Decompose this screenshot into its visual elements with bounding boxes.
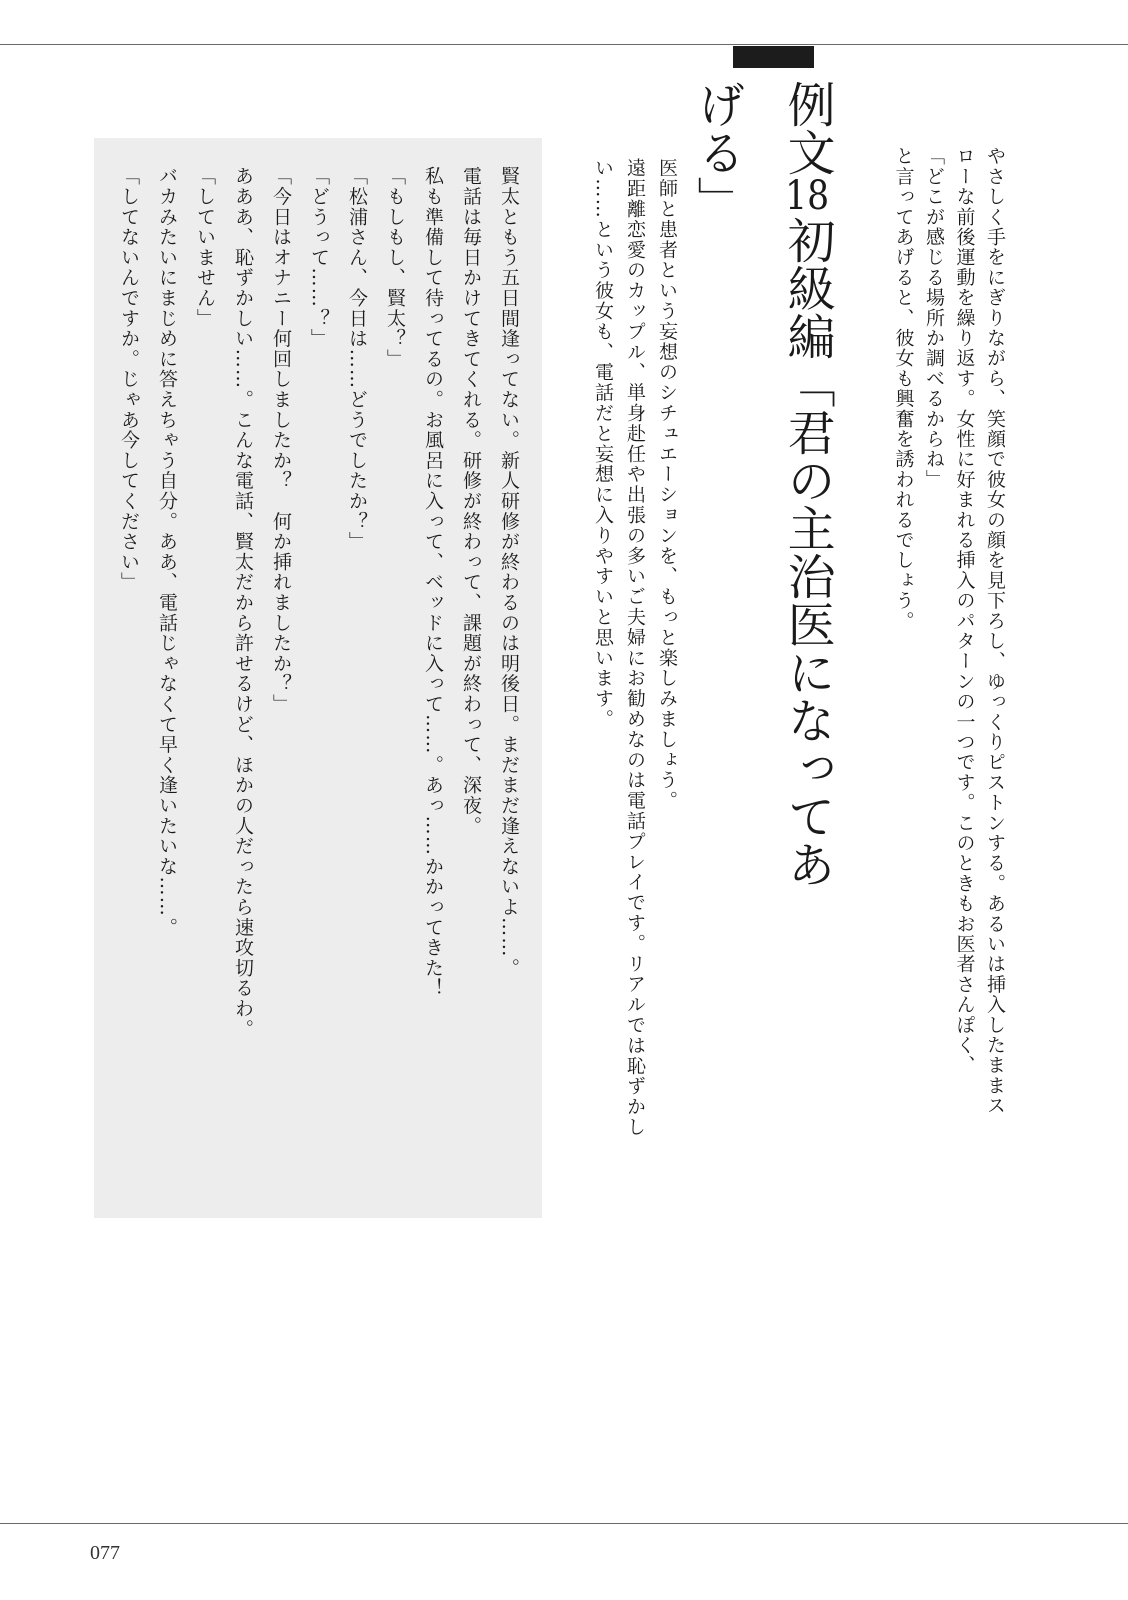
intro-line: 「どこが感じる場所か調べるからね」	[923, 146, 945, 490]
example-line: 「していません」	[194, 166, 216, 329]
intro-paragraph	[875, 146, 1010, 1246]
example-line: 私も準備して待ってるの。お風呂に入って、ベッドに入って……。あっ……かかってきた！	[422, 166, 444, 999]
example-line: 電話は毎日かけてきてくれる。研修が終わって、課題が終わって、深夜。	[460, 166, 482, 836]
body-line: い……という彼女も、電話だと妄想に入りやすいと思います。	[592, 158, 614, 730]
example-line: 「どうって……？」	[308, 166, 330, 349]
example-line: 「もしもし、賢太？」	[384, 166, 406, 369]
example-line: バカみたいにまじめに答えちゃう自分。ああ、電話じゃなくて早く逢いたいな……。	[156, 166, 178, 938]
title-prefix: 例文	[779, 80, 836, 176]
section-marker-bar	[733, 46, 814, 68]
example-line: 「今日はオナニー何回しましたか？ 何か挿れましたか？」	[270, 166, 292, 715]
page-number: 077	[90, 1542, 120, 1564]
example-line: 「松浦さん、今日は……どうでしたか？」	[346, 166, 368, 552]
intro-line: と言ってあげると、彼女も興奮を誘われるでしょう。	[892, 146, 915, 631]
example-text	[108, 166, 528, 1186]
top-rule	[0, 44, 1128, 45]
intro-line: ローな前後運動を繰り返す。女性に好まれる挿入のパターンの一つです。このときもお医者さんぽく、	[953, 146, 976, 1076]
example-line: あああ、恥ずかしい……。こんな電話、賢太だから許せるけど、ほかの人だったら速攻切るわ。	[232, 166, 254, 1039]
title-main: 初級編「君の主治医になってあげる」	[689, 80, 836, 888]
body-line: 遠距離恋愛のカップル、単身赴任や出張の多いご夫婦にお勧めなのは電話プレイです。リアルでは恥ずかし	[624, 158, 646, 1138]
example-line: 「してないんですか。じゃあ今してください」	[118, 166, 140, 593]
section-title	[689, 80, 852, 920]
bottom-rule	[0, 1523, 1128, 1524]
intro-line: やさしく手をにぎりながら、笑顔で彼女の顔を見下ろし、ゆっくりピストンする。あるいは挿入したままス	[984, 146, 1006, 1116]
body-paragraph	[553, 158, 683, 1258]
title-number-circle: 18	[785, 176, 830, 216]
body-line: 医師と患者という妄想のシチュエーションを、もっと楽しみましょう。	[656, 158, 678, 811]
example-line: 賢太ともう五日間逢ってない。新人研修が終わるのは明後日。まだまだ逢えないよ……。	[498, 166, 520, 978]
